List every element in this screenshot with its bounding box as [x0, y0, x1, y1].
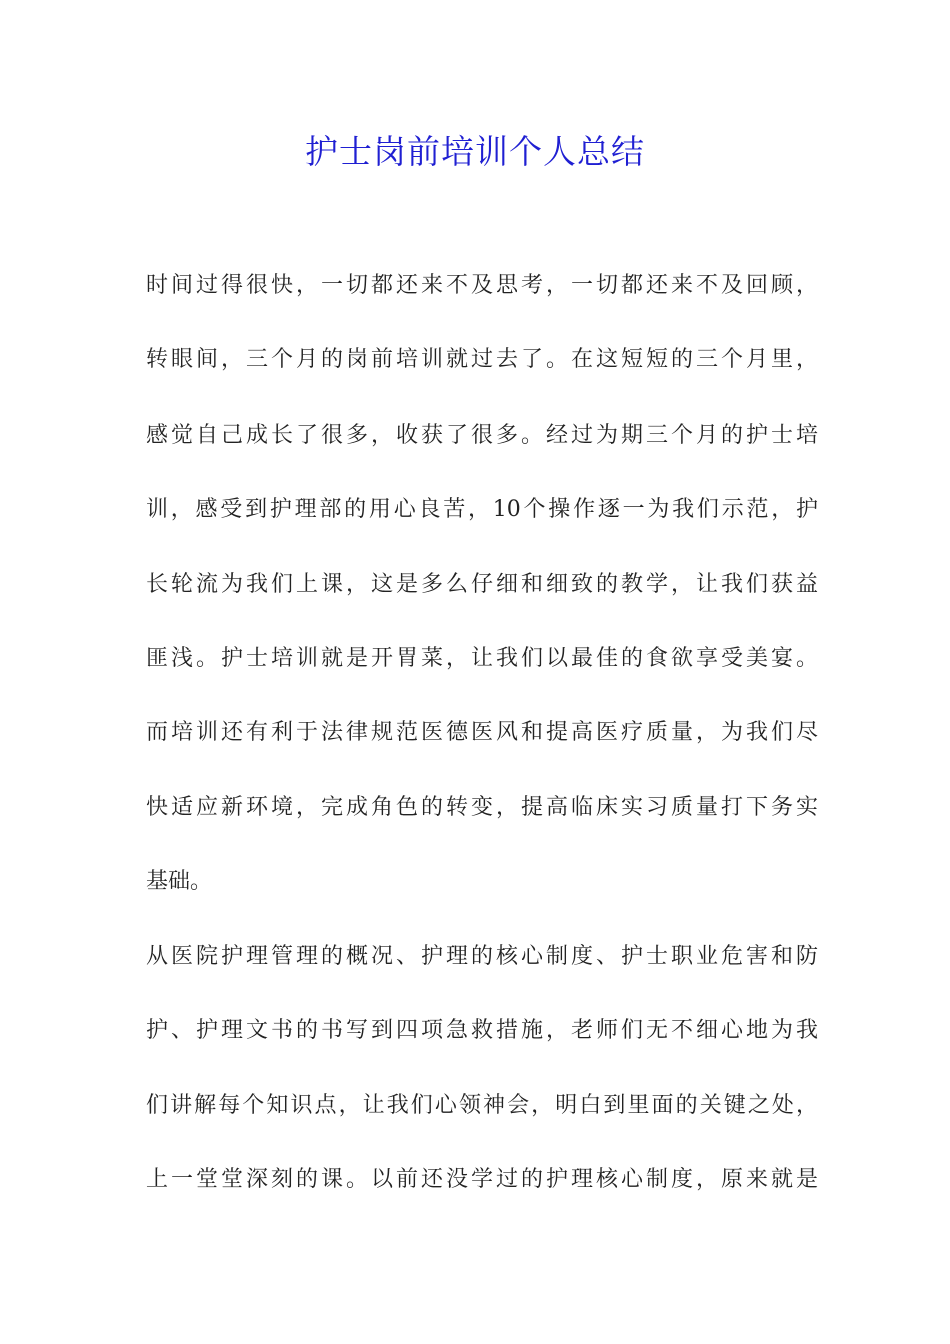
body-line: 快适应新环境，完成角色的转变，提高临床实习质量打下务实 — [146, 795, 818, 820]
body-line: 匪浅。护士培训就是开胃菜，让我们以最佳的食欲享受美宴。 — [146, 646, 818, 671]
body-line: 长轮流为我们上课，这是多么仔细和细致的教学，让我们获益 — [146, 572, 818, 597]
body-line: 转眼间，三个月的岗前培训就过去了。在这短短的三个月里， — [146, 347, 818, 372]
body-line: 训，感受到护理部的用心良苦，10个操作逐一为我们示范，护 — [146, 497, 818, 522]
document-title: 护士岗前培训个人总结 — [305, 132, 645, 171]
body-line: 基础。 — [146, 869, 213, 894]
body-line: 感觉自己成长了很多，收获了很多。经过为期三个月的护士培 — [146, 423, 818, 448]
body-line: 从医院护理管理的概况、护理的核心制度、护士职业危害和防 — [146, 944, 818, 969]
body-line: 上一堂堂深刻的课。以前还没学过的护理核心制度，原来就是 — [146, 1167, 818, 1192]
body-line: 护、护理文书的书写到四项急救措施，老师们无不细心地为我 — [146, 1018, 818, 1043]
body-line: 时间过得很快，一切都还来不及思考，一切都还来不及回顾， — [146, 273, 818, 298]
body-line: 们讲解每个知识点，让我们心领神会，明白到里面的关键之处， — [146, 1093, 818, 1118]
body-line: 而培训还有利于法律规范医德医风和提高医疗质量，为我们尽 — [146, 720, 818, 745]
